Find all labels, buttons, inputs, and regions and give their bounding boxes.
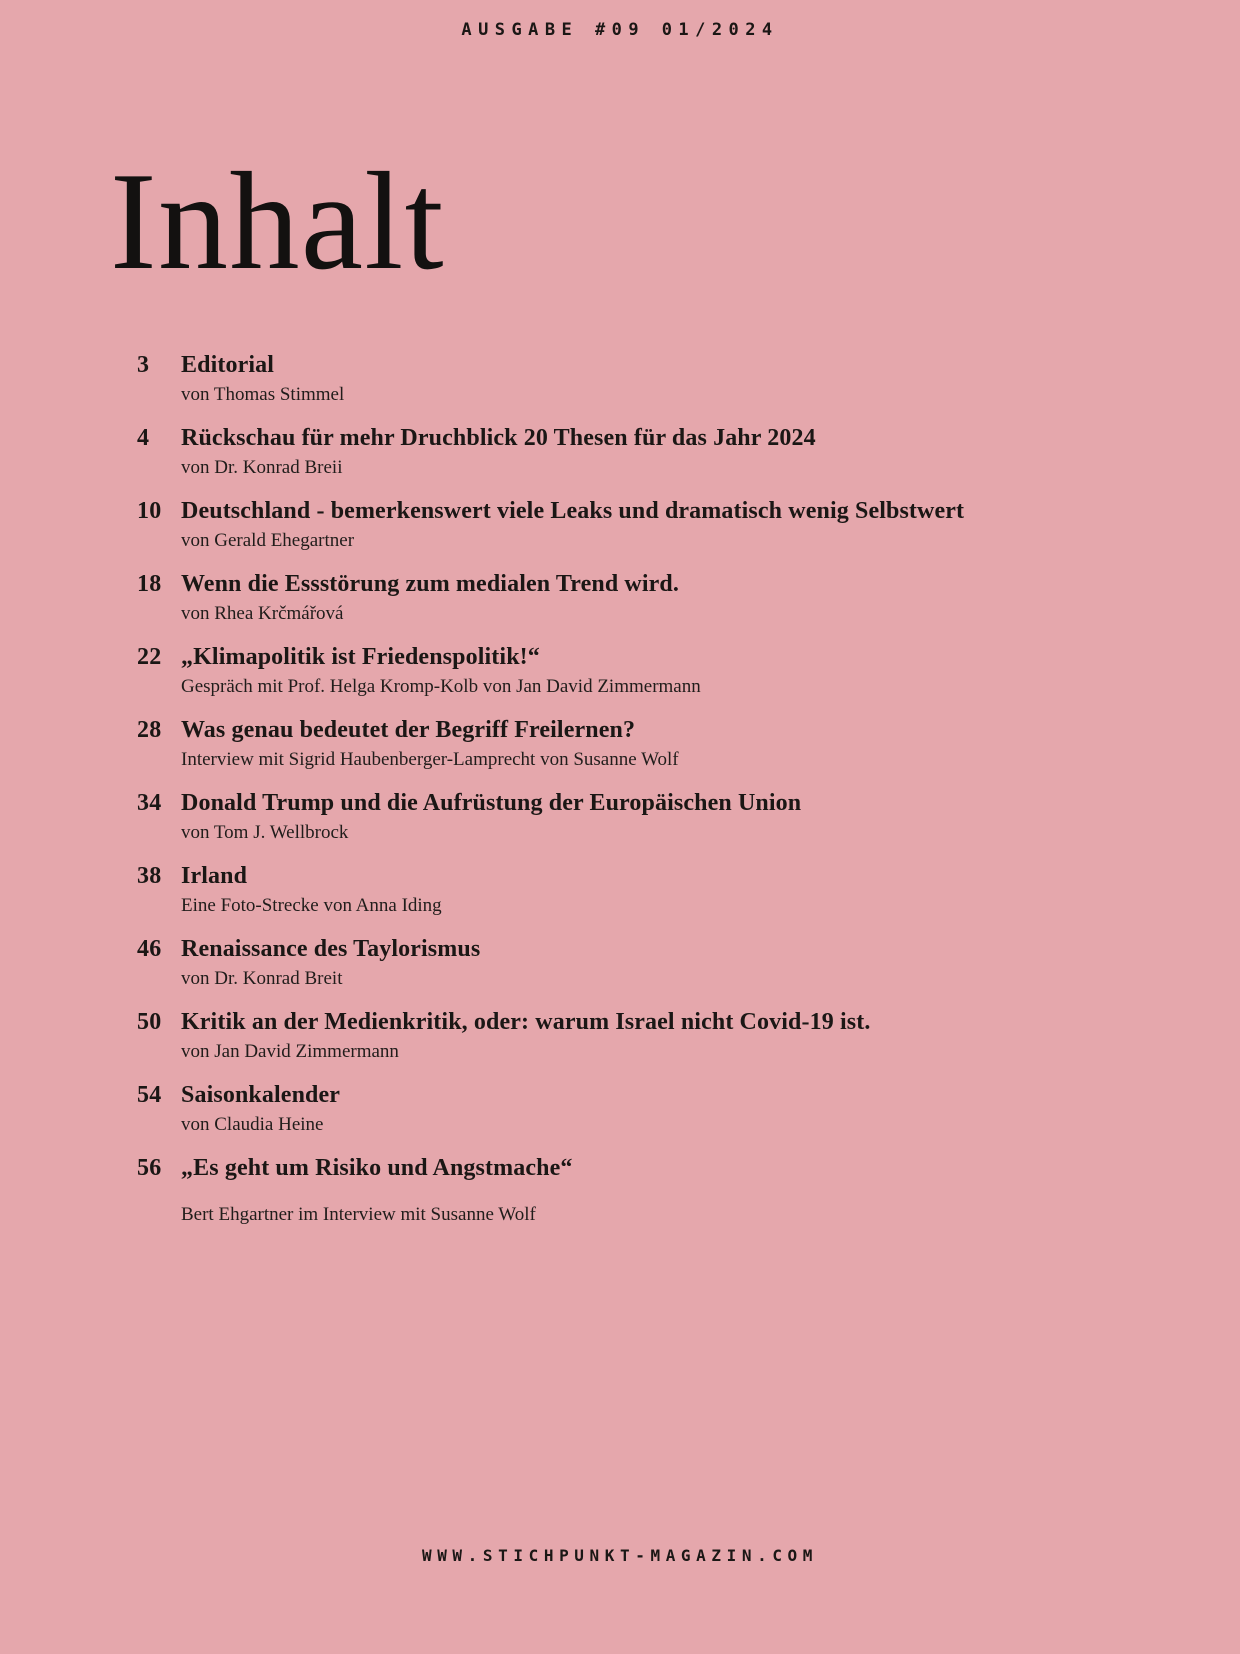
toc-entry-page-number: 28 [137, 717, 162, 743]
toc-entry-title: Donald Trump und die Aufrüstung der Europäischen Union [181, 790, 802, 816]
toc-entry-page-number: 54 [137, 1082, 162, 1108]
toc-entry-page-number: 46 [137, 936, 162, 962]
toc-entry-subtitle: Eine Foto-Strecke von Anna Iding [181, 895, 442, 916]
toc-entry-title: Editorial [181, 352, 275, 378]
toc-entry [137, 788, 1170, 846]
toc-entry [137, 1080, 1170, 1138]
toc-entry-page-number: 38 [137, 863, 162, 889]
toc-entry [137, 934, 1170, 992]
toc-entry-title: Renaissance des Taylorismus [181, 936, 481, 962]
toc-entry-subtitle: von Tom J. Wellbrock [181, 822, 349, 843]
toc-entry-title: Was genau bedeutet der Begriff Freilernen? [181, 717, 636, 743]
toc-entry-subtitle: Gespräch mit Prof. Helga Kromp-Kolb von Jan David Zimmermann [181, 676, 701, 697]
toc-entry [137, 1007, 1170, 1065]
toc-list [137, 350, 1170, 1243]
toc-entry [137, 642, 1170, 700]
toc-entry-title: „Klimapolitik ist Friedenspolitik!“ [181, 644, 540, 670]
toc-entry-title: Deutschland - bemerkenswert viele Leaks und dramatisch wenig Selbstwert [181, 498, 965, 524]
toc-entry-subtitle: Interview mit Sigrid Haubenberger-Lamprecht von Susanne Wolf [181, 749, 679, 770]
toc-entry-subtitle: von Dr. Konrad Breii [181, 457, 343, 478]
website-url: WWW.STICHPUNKT-MAGAZIN.COM [421, 1546, 819, 1565]
toc-entry-page-number: 34 [137, 790, 162, 816]
toc-entry-page-number: 18 [137, 571, 162, 597]
toc-entry-subtitle: Bert Ehgartner im Interview mit Susanne Wolf [181, 1204, 536, 1225]
toc-entry-title: Kritik an der Medienkritik, oder: warum Israel nicht Covid-19 ist. [181, 1009, 871, 1035]
toc-entry-title: Saisonkalender [181, 1082, 341, 1108]
toc-entry [137, 1153, 1170, 1228]
toc-entry-subtitle: von Dr. Konrad Breit [181, 968, 343, 989]
toc-entry-subtitle: von Jan David Zimmermann [181, 1041, 399, 1062]
toc-entry-page-number: 3 [137, 352, 150, 378]
issue-label: AUSGABE #09 01/2024 [461, 20, 779, 40]
toc-entry-subtitle: von Claudia Heine [181, 1114, 324, 1135]
toc-entry-page-number: 56 [137, 1155, 162, 1181]
toc-entry-subtitle: von Gerald Ehegartner [181, 530, 355, 551]
toc-entry-page-number: 22 [137, 644, 162, 670]
toc-entry [137, 569, 1170, 627]
toc-entry-title: Rückschau für mehr Druchblick 20 Thesen für das Jahr 2024 [181, 425, 816, 451]
toc-entry [137, 715, 1170, 773]
toc-entry-title: „Es geht um Risiko und Angstmache“ [181, 1155, 573, 1181]
toc-entry-page-number: 10 [137, 498, 162, 524]
toc-entry [137, 350, 1170, 408]
toc-entry-page-number: 4 [137, 425, 150, 451]
page-title: Inhalt [110, 144, 445, 299]
toc-entry-subtitle: von Rhea Krčmářová [181, 603, 344, 624]
toc-entry [137, 496, 1170, 554]
toc-entry-subtitle: von Thomas Stimmel [181, 384, 345, 405]
toc-entry [137, 861, 1170, 919]
toc-entry-title: Irland [181, 863, 248, 889]
toc-entry-page-number: 50 [137, 1009, 162, 1035]
toc-entry [137, 423, 1170, 481]
toc-entry-title: Wenn die Essstörung zum medialen Trend wird. [181, 571, 680, 597]
